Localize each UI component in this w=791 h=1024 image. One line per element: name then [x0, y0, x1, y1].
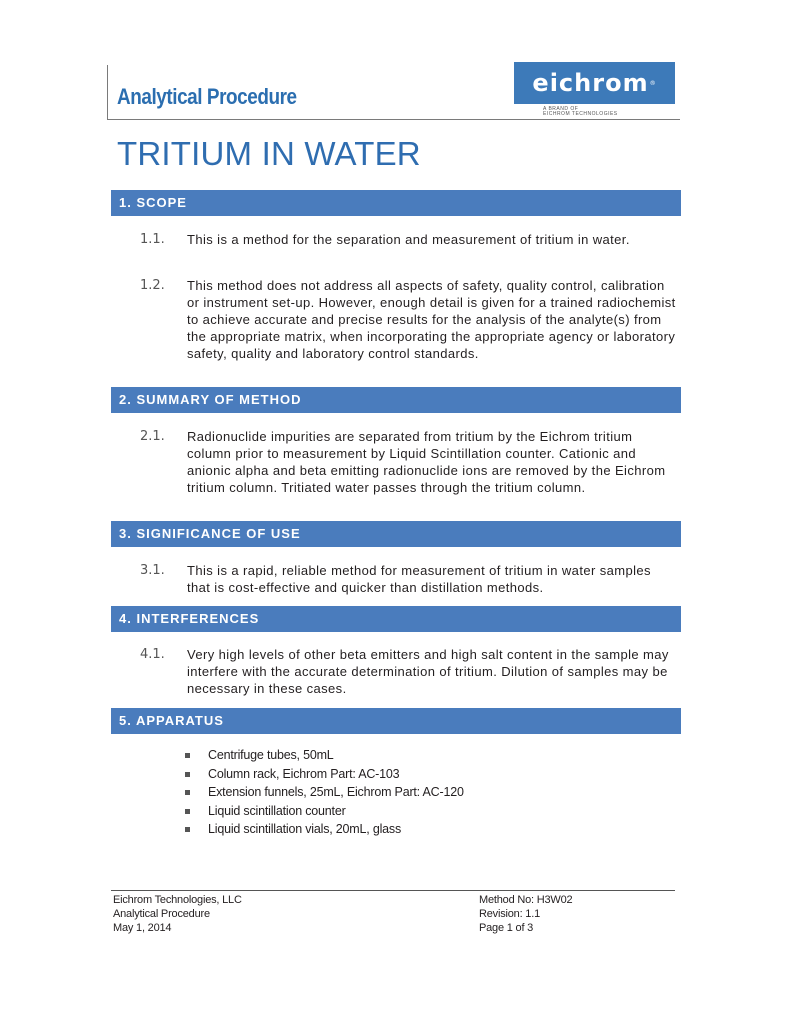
section-heading-significance: 3. SIGNIFICANCE OF USE [111, 521, 681, 547]
item-number: 2.1. [140, 429, 165, 444]
bullet-icon [185, 772, 190, 777]
apparatus-list [183, 746, 464, 839]
apparatus-item-text: Extension funnels, 25mL, Eichrom Part: AC-120 [208, 785, 464, 799]
header-vertical-rule [107, 65, 108, 120]
apparatus-item-text: Centrifuge tubes, 50mL [208, 748, 334, 762]
item-number: 1.1. [140, 232, 165, 247]
section-heading-scope: 1. SCOPE [111, 190, 681, 216]
apparatus-item-text: Column rack, Eichrom Part: AC-103 [208, 766, 400, 781]
bullet-icon [185, 827, 190, 832]
footer-doc-type: Analytical Procedure [113, 908, 210, 920]
logo-text: eichrom [532, 69, 649, 97]
footer-right [479, 893, 572, 935]
apparatus-item-text: Liquid scintillation vials, 20mL, glass [208, 822, 401, 836]
section-heading-summary: 2. SUMMARY OF METHOD [111, 387, 681, 413]
apparatus-item [183, 820, 464, 839]
logo-trademark: ® [649, 79, 657, 87]
footer-company: Eichrom Technologies, LLC [113, 894, 242, 906]
section-heading-apparatus: 5. APPARATUS [111, 708, 681, 734]
logo-wordmark [514, 62, 675, 104]
footer-page-number: Page 1 of 3 [479, 922, 534, 934]
footer-left [113, 893, 242, 935]
footer-method-number: Method No: H3W02 [479, 894, 573, 906]
item-text: Radionuclide impurities are separated from tritium by the Eichrom tritium column prior to measurement by Liquid Scintillation counter. Cationic and anionic alpha and beta emitting radionuclide ions are removed by the Eichrom tritium column. Tritiated water passes through the tritium column. [187, 429, 666, 495]
item-text: This is a method for the separation and measurement of tritium in water. [187, 232, 630, 247]
bullet-icon [185, 753, 190, 758]
brand-line-1: A BRAND OF [543, 106, 579, 112]
apparatus-item [183, 783, 464, 802]
item-number: 4.1. [140, 647, 165, 662]
footer-rule [111, 890, 675, 891]
document-type-label: Analytical Procedure [117, 84, 297, 109]
brand-tagline [543, 107, 618, 117]
eichrom-logo [514, 62, 675, 104]
footer-date: May 1, 2014 [113, 922, 172, 934]
item-text: This method does not address all aspects of safety, quality control, calibration or instrument set-up. However, enough detail is given for a trained radiochemist to achieve accurate and precise results for the analysis of the analyte(s) from the appropriate matrix, when incorporating the appropriate agency or laboratory safety, quality and laboratory control standards. [187, 278, 676, 361]
apparatus-item [183, 765, 464, 784]
item-number: 1.2. [140, 278, 165, 293]
item-number: 3.1. [140, 563, 165, 578]
footer-revision: Revision: 1.1 [479, 908, 540, 920]
item-text: Very high levels of other beta emitters and high salt content in the sample may interfere with the accurate determination of tritium. Dilution of samples may be necessary in these cases. [187, 647, 669, 696]
apparatus-item [183, 746, 464, 765]
apparatus-item-text: Liquid scintillation counter [208, 803, 346, 818]
apparatus-item [183, 802, 464, 821]
section-heading-interferences: 4. INTERFERENCES [111, 606, 681, 632]
bullet-icon [185, 790, 190, 795]
page-title: TRITIUM IN WATER [117, 135, 421, 172]
header-horizontal-rule [107, 119, 680, 120]
brand-line-2: EICHROM TECHNOLOGIES [543, 111, 618, 117]
item-text: This is a rapid, reliable method for measurement of tritium in water samples that is cost-effective and quicker than distillation methods. [187, 563, 651, 595]
bullet-icon [185, 809, 190, 814]
